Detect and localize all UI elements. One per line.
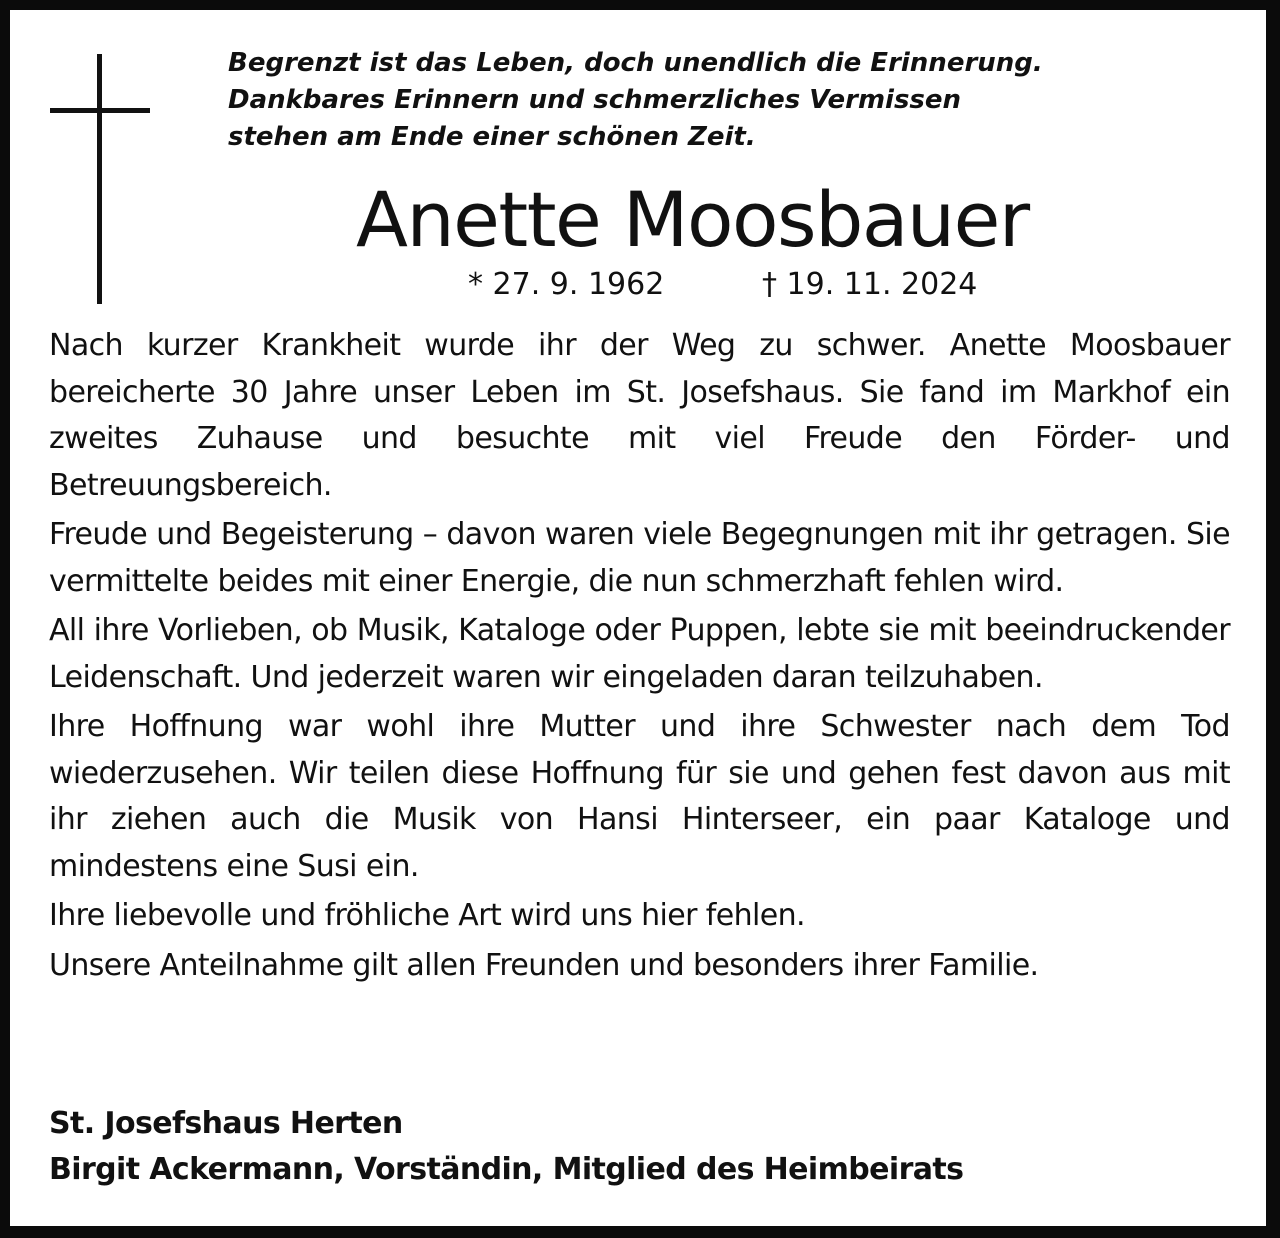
birth-date: * 27. 9. 1962 <box>468 267 665 302</box>
body-paragraph: Unsere Anteilnahme gilt allen Freunden und besonders ihrer Familie. <box>49 947 1039 983</box>
death-date: † 19. 11. 2024 <box>762 267 978 302</box>
motto-line: Begrenzt ist das Leben, doch unendlich die Erinnerung. <box>228 48 1043 78</box>
signature-block <box>49 1101 963 1193</box>
cross-vertical-bar <box>97 54 102 304</box>
deceased-name: Anette Moosbauer <box>356 175 1029 264</box>
body-paragraph: Ihre liebevolle und fröhliche Art wird uns hier fehlen. <box>49 898 805 933</box>
signature-person: Birgit Ackermann, Vorständin, Mitglied des Heimbeirats <box>49 1152 964 1187</box>
body-paragraph: Nach kurzer Krankheit wurde ihr der Weg zu schwer. Anette Moosbauer bereicherte 30 Jahre unser Leben im St. Josefshaus. Sie fand im Markhof ein zweites Zuhause und besuchte mit viel Freude den Förder- und Betreuungsbereich. <box>49 328 1230 503</box>
body-paragraph: Ihre Hoffnung war wohl ihre Mutter und ihre Schwester nach dem Tod wiederzusehen. Wir teilen diese Hoffnung für sie und gehen fest davon aus mit ihr ziehen auch die Musik von Hansi Hinterseer, ein paar Kataloge und mindestens eine Susi ein. <box>49 709 1230 884</box>
cross-horizontal-bar <box>50 108 150 113</box>
body-paragraph: Freude und Begeisterung – davon waren viele Begegnungen mit ihr getragen. Sie vermittelte beides mit einer Energie, die nun schmerzhaft fehlen wird. <box>49 517 1230 599</box>
body-paragraph: All ihre Vorlieben, ob Musik, Kataloge oder Puppen, lebte sie mit beeindruckender Leidenschaft. Und jederzeit waren wir eingeladen daran teilzuhaben. <box>49 613 1230 695</box>
signature-institution: St. Josefshaus Herten <box>49 1106 403 1141</box>
motto-verse <box>228 45 1228 156</box>
notice-body <box>49 323 1230 992</box>
motto-line: Dankbares Erinnern und schmerzliches Vermissen <box>228 85 962 115</box>
motto-line: stehen am Ende einer schönen Zeit. <box>228 122 756 152</box>
